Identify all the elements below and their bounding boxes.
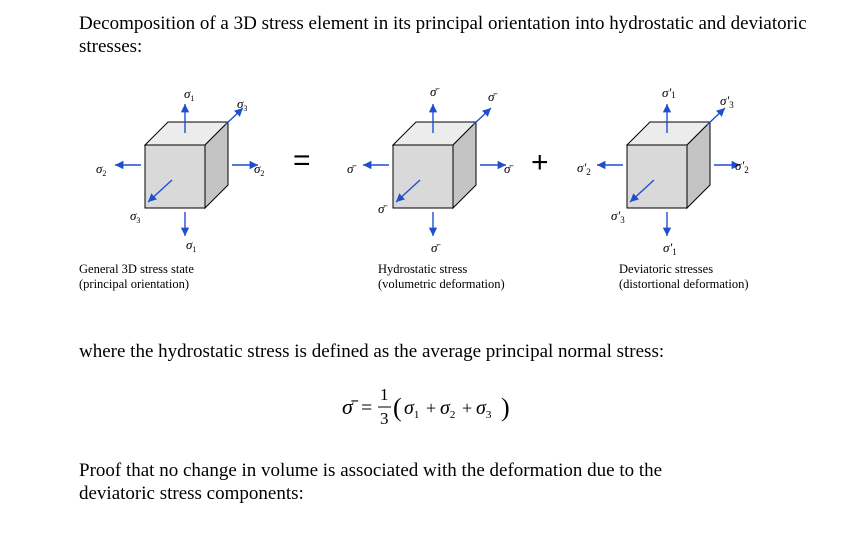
hydro-label-bottom: σ̄	[431, 240, 438, 255]
label-sigma1-bottom: $\sigma_1$	[186, 237, 197, 254]
formula-term-2: $\sigma_2$	[440, 397, 456, 421]
hydro-label-right: σ̄	[504, 161, 511, 176]
formula-term-3: $\sigma_3$	[476, 397, 492, 421]
formula-equals: =	[361, 397, 373, 419]
cube-front-face	[145, 145, 205, 208]
dev-label-sigma3-front: $\sigma'_3$	[611, 208, 625, 225]
dev-arrow-back	[707, 108, 725, 125]
hydro-label-top: σ̄	[430, 84, 437, 99]
hydro-label-back: σ̄	[488, 89, 495, 104]
label-sigma2-left: $\sigma_2$	[96, 161, 107, 178]
formula-open-paren: (	[393, 393, 402, 422]
hydro-label-left: σ̄	[347, 161, 354, 176]
general-caption	[79, 262, 194, 292]
hydrostatic-formula	[335, 378, 535, 438]
dev-label-sigma2-left: $\sigma'_2$	[577, 160, 591, 177]
label-sigma1-top: $\sigma_1$	[184, 86, 195, 103]
dev-label-sigma2-right: $\sigma'_2$	[735, 158, 749, 175]
formula-term-1: $\sigma_1$	[404, 397, 420, 421]
hydrostatic-stress-element	[347, 84, 514, 255]
definition-text: where the hydrostatic stress is defined as the average principal normal stress:	[79, 341, 665, 362]
formula-plus-1: +	[426, 398, 437, 418]
deviatoric-caption	[619, 262, 748, 292]
deviatoric-stress-element	[577, 85, 749, 257]
hydro-label-front: σ̄	[378, 201, 385, 216]
formula-plus-2: +	[462, 398, 473, 418]
label-sigma3-front: $\sigma_3$	[130, 208, 141, 225]
general-stress-element	[96, 86, 264, 254]
dev-label-sigma1-bottom: $\sigma'_1$	[663, 240, 677, 257]
dev-label-sigma3-back: $\sigma'_3$	[720, 93, 734, 110]
caption-line: General 3D stress state	[79, 262, 194, 276]
page-heading: Decomposition of a 3D stress element in its principal orientation into hydrostatic and deviatoric stresses:	[79, 13, 807, 57]
caption-line: (distortional deformation)	[619, 277, 749, 291]
formula-denominator: 3	[380, 409, 389, 428]
dev-label-sigma1-top: σ'1	[662, 85, 676, 100]
cube-front-face	[393, 145, 453, 208]
label-sigma3-back: $\sigma_3$	[237, 96, 248, 113]
caption-line: (volumetric deformation)	[378, 277, 505, 291]
plus-sign: +	[531, 146, 549, 179]
caption-line: (principal orientation)	[79, 277, 190, 291]
hydro-arrow-back	[473, 108, 491, 125]
hydrostatic-caption	[378, 262, 505, 292]
caption-line: Hydrostatic stress	[378, 262, 468, 276]
caption-line: Deviatoric stresses	[619, 262, 714, 276]
formula-numerator: 1	[380, 385, 389, 404]
proof-text: Proof that no change in volume is associated with the deformation due to the deviatoric stress components:	[79, 460, 663, 504]
formula-close-paren: )	[501, 393, 510, 422]
formula-lhs: σ̄	[342, 394, 353, 419]
equals-sign: =	[293, 144, 311, 177]
label-sigma2-right: $\sigma_2$	[254, 161, 265, 178]
cube-front-face	[627, 145, 687, 208]
